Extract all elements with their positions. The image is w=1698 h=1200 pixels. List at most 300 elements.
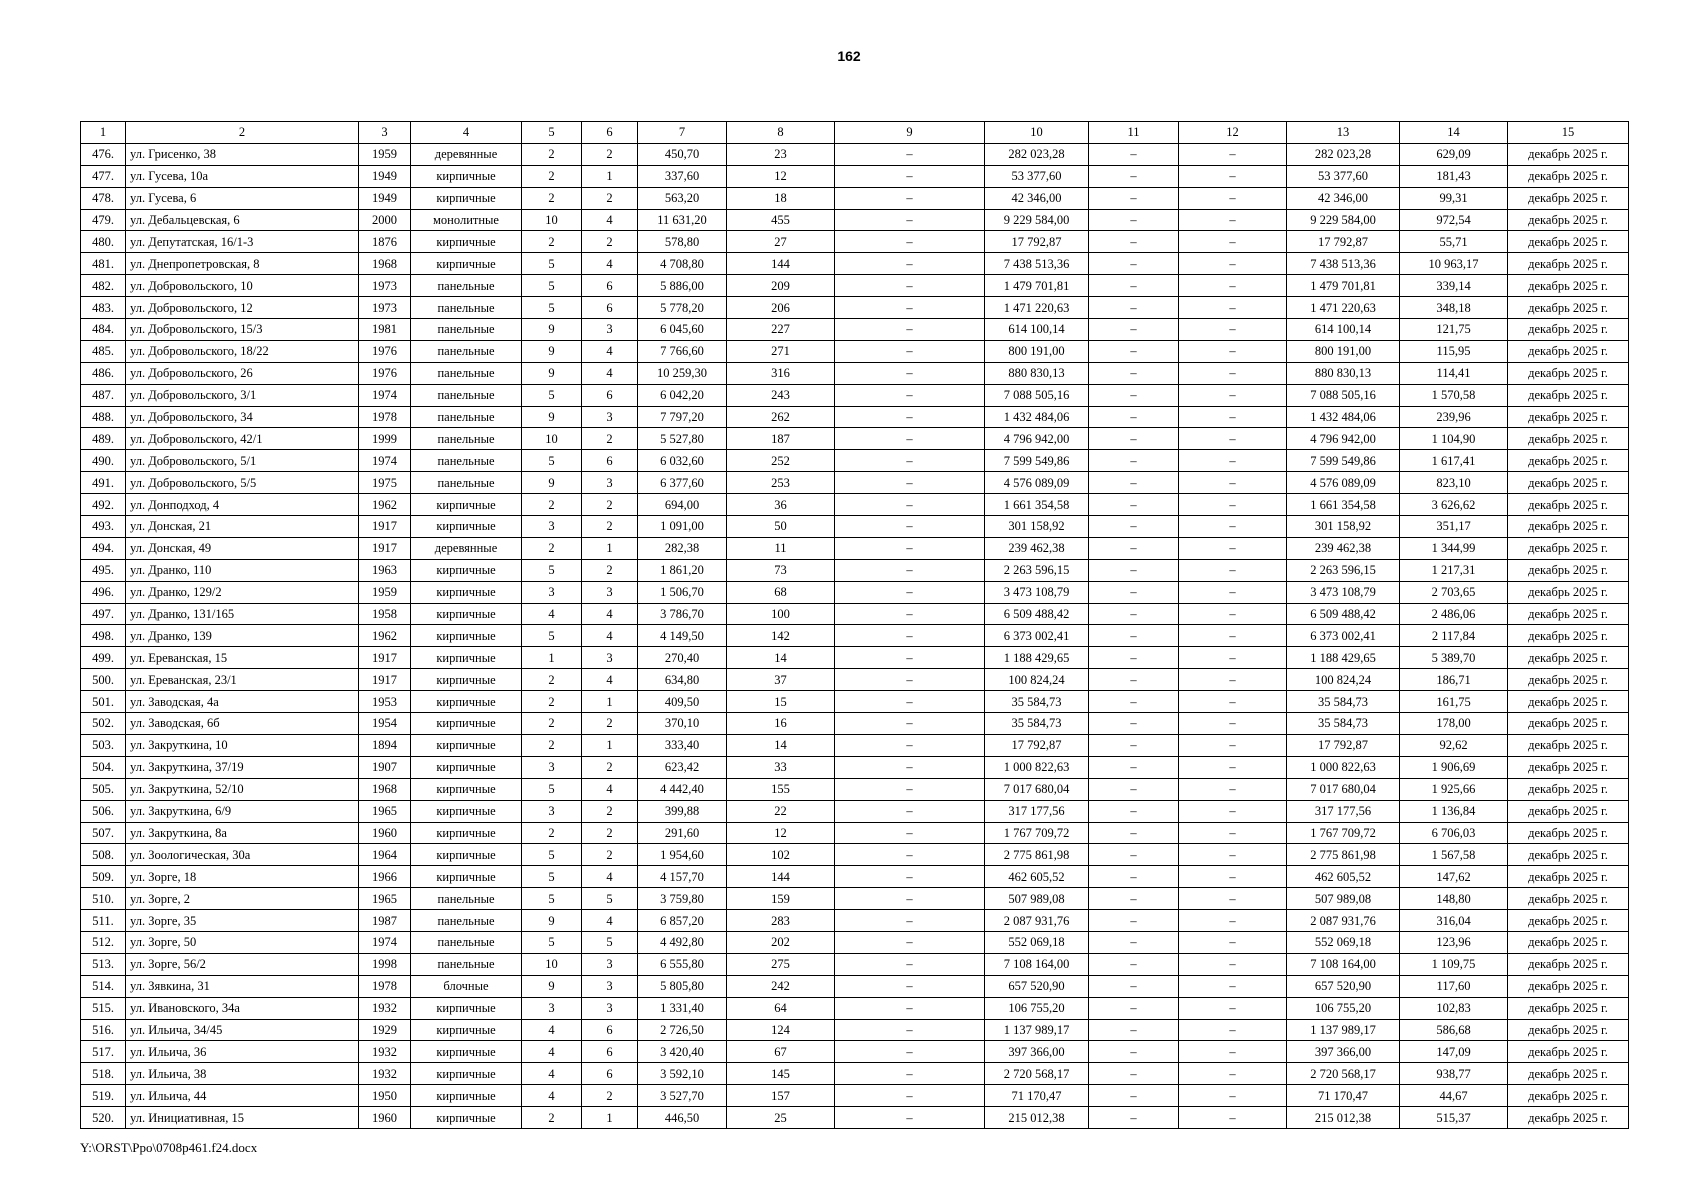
cell-total-cost: 7 599 549,86 xyxy=(1287,450,1400,472)
cell-col-9: – xyxy=(835,778,985,800)
cell-cost: 17 792,87 xyxy=(985,231,1089,253)
cell-col-11: – xyxy=(1089,844,1179,866)
column-header-1: 1 xyxy=(81,122,126,144)
cell-row-number: 487. xyxy=(81,384,126,406)
cell-wall-material: панельные xyxy=(411,450,522,472)
cell-area: 4 492,80 xyxy=(638,931,727,953)
cell-area: 5 778,20 xyxy=(638,297,727,319)
cell-wall-material: кирпичные xyxy=(411,734,522,756)
cell-col-9: – xyxy=(835,822,985,844)
cell-residents: 100 xyxy=(727,603,835,625)
cell-total-cost: 1 767 709,72 xyxy=(1287,822,1400,844)
cell-residents: 22 xyxy=(727,800,835,822)
cell-total-cost: 7 438 513,36 xyxy=(1287,253,1400,275)
cell-cost: 35 584,73 xyxy=(985,713,1089,735)
cell-col-11: – xyxy=(1089,384,1179,406)
cell-per-sqm: 629,09 xyxy=(1400,143,1508,165)
cell-total-cost: 1 432 484,06 xyxy=(1287,406,1400,428)
cell-floors: 9 xyxy=(522,340,582,362)
cell-wall-material: панельные xyxy=(411,297,522,319)
cell-cost: 2 720 568,17 xyxy=(985,1063,1089,1085)
cell-wall-material: кирпичные xyxy=(411,822,522,844)
cell-area: 399,88 xyxy=(638,800,727,822)
cell-per-sqm: 123,96 xyxy=(1400,931,1508,953)
cell-area: 6 857,20 xyxy=(638,910,727,932)
cell-col-11: – xyxy=(1089,428,1179,450)
cell-col-12: – xyxy=(1179,384,1287,406)
cell-entrances: 6 xyxy=(582,450,638,472)
cell-year-built: 1973 xyxy=(359,297,411,319)
cell-floors: 5 xyxy=(522,778,582,800)
cell-residents: 206 xyxy=(727,297,835,319)
cell-entrances: 3 xyxy=(582,997,638,1019)
cell-col-9: – xyxy=(835,625,985,647)
cell-entrances: 3 xyxy=(582,953,638,975)
table-row xyxy=(81,450,1629,472)
cell-col-11: – xyxy=(1089,537,1179,559)
cell-wall-material: панельные xyxy=(411,888,522,910)
cell-address: ул. Добровольского, 34 xyxy=(126,406,359,428)
cell-col-11: – xyxy=(1089,494,1179,516)
cell-area: 3 527,70 xyxy=(638,1085,727,1107)
cell-col-11: – xyxy=(1089,1019,1179,1041)
column-header-9: 9 xyxy=(835,122,985,144)
cell-per-sqm: 147,62 xyxy=(1400,866,1508,888)
cell-deadline: декабрь 2025 г. xyxy=(1508,275,1629,297)
cell-per-sqm: 2 117,84 xyxy=(1400,625,1508,647)
cell-total-cost: 35 584,73 xyxy=(1287,713,1400,735)
table-row xyxy=(81,822,1629,844)
cell-entrances: 2 xyxy=(582,231,638,253)
cell-wall-material: кирпичные xyxy=(411,581,522,603)
cell-address: ул. Ереванская, 23/1 xyxy=(126,669,359,691)
cell-floors: 5 xyxy=(522,931,582,953)
cell-address: ул. Закруткина, 37/19 xyxy=(126,756,359,778)
cell-total-cost: 7 088 505,16 xyxy=(1287,384,1400,406)
cell-cost: 4 576 089,09 xyxy=(985,472,1089,494)
cell-row-number: 492. xyxy=(81,494,126,516)
cell-year-built: 1949 xyxy=(359,187,411,209)
cell-residents: 253 xyxy=(727,472,835,494)
cell-cost: 53 377,60 xyxy=(985,165,1089,187)
cell-residents: 145 xyxy=(727,1063,835,1085)
cell-row-number: 482. xyxy=(81,275,126,297)
cell-year-built: 1978 xyxy=(359,406,411,428)
cell-cost: 42 346,00 xyxy=(985,187,1089,209)
cell-deadline: декабрь 2025 г. xyxy=(1508,603,1629,625)
cell-row-number: 514. xyxy=(81,975,126,997)
cell-address: ул. Добровольского, 12 xyxy=(126,297,359,319)
cell-floors: 4 xyxy=(522,1085,582,1107)
housing-table xyxy=(80,121,1629,1129)
table-row xyxy=(81,384,1629,406)
cell-col-9: – xyxy=(835,472,985,494)
cell-year-built: 1932 xyxy=(359,1041,411,1063)
column-header-5: 5 xyxy=(522,122,582,144)
cell-total-cost: 1 479 701,81 xyxy=(1287,275,1400,297)
cell-residents: 157 xyxy=(727,1085,835,1107)
cell-wall-material: кирпичные xyxy=(411,800,522,822)
cell-col-12: – xyxy=(1179,143,1287,165)
cell-col-9: – xyxy=(835,450,985,472)
cell-year-built: 1929 xyxy=(359,1019,411,1041)
cell-residents: 187 xyxy=(727,428,835,450)
cell-cost: 71 170,47 xyxy=(985,1085,1089,1107)
cell-area: 337,60 xyxy=(638,165,727,187)
cell-row-number: 494. xyxy=(81,537,126,559)
cell-deadline: декабрь 2025 г. xyxy=(1508,778,1629,800)
cell-wall-material: панельные xyxy=(411,319,522,341)
cell-entrances: 2 xyxy=(582,844,638,866)
cell-total-cost: 2 087 931,76 xyxy=(1287,910,1400,932)
cell-entrances: 2 xyxy=(582,559,638,581)
cell-entrances: 2 xyxy=(582,822,638,844)
cell-row-number: 517. xyxy=(81,1041,126,1063)
cell-deadline: декабрь 2025 г. xyxy=(1508,297,1629,319)
cell-wall-material: кирпичные xyxy=(411,165,522,187)
cell-col-12: – xyxy=(1179,713,1287,735)
cell-per-sqm: 1 136,84 xyxy=(1400,800,1508,822)
cell-col-9: – xyxy=(835,581,985,603)
cell-per-sqm: 161,75 xyxy=(1400,691,1508,713)
cell-col-9: – xyxy=(835,384,985,406)
cell-col-12: – xyxy=(1179,975,1287,997)
cell-wall-material: панельные xyxy=(411,406,522,428)
cell-total-cost: 2 263 596,15 xyxy=(1287,559,1400,581)
column-header-11: 11 xyxy=(1089,122,1179,144)
table-row xyxy=(81,253,1629,275)
cell-residents: 202 xyxy=(727,931,835,953)
cell-residents: 15 xyxy=(727,691,835,713)
cell-col-12: – xyxy=(1179,494,1287,516)
cell-col-9: – xyxy=(835,691,985,713)
cell-per-sqm: 10 963,17 xyxy=(1400,253,1508,275)
cell-address: ул. Донская, 49 xyxy=(126,537,359,559)
cell-col-12: – xyxy=(1179,516,1287,538)
cell-deadline: декабрь 2025 г. xyxy=(1508,253,1629,275)
cell-cost: 17 792,87 xyxy=(985,734,1089,756)
cell-col-12: – xyxy=(1179,822,1287,844)
column-header-10: 10 xyxy=(985,122,1089,144)
cell-deadline: декабрь 2025 г. xyxy=(1508,910,1629,932)
table-row xyxy=(81,603,1629,625)
cell-year-built: 1965 xyxy=(359,800,411,822)
cell-cost: 2 087 931,76 xyxy=(985,910,1089,932)
cell-per-sqm: 1 570,58 xyxy=(1400,384,1508,406)
cell-col-11: – xyxy=(1089,406,1179,428)
cell-col-12: – xyxy=(1179,319,1287,341)
cell-residents: 33 xyxy=(727,756,835,778)
cell-wall-material: панельные xyxy=(411,953,522,975)
cell-cost: 4 796 942,00 xyxy=(985,428,1089,450)
cell-col-12: – xyxy=(1179,559,1287,581)
cell-cost: 1 000 822,63 xyxy=(985,756,1089,778)
cell-entrances: 4 xyxy=(582,625,638,647)
cell-total-cost: 1 188 429,65 xyxy=(1287,647,1400,669)
cell-col-11: – xyxy=(1089,165,1179,187)
cell-col-9: – xyxy=(835,231,985,253)
cell-col-11: – xyxy=(1089,669,1179,691)
cell-wall-material: кирпичные xyxy=(411,494,522,516)
cell-col-12: – xyxy=(1179,362,1287,384)
cell-deadline: декабрь 2025 г. xyxy=(1508,384,1629,406)
cell-floors: 2 xyxy=(522,165,582,187)
cell-deadline: декабрь 2025 г. xyxy=(1508,516,1629,538)
cell-wall-material: кирпичные xyxy=(411,1085,522,1107)
cell-area: 11 631,20 xyxy=(638,209,727,231)
cell-residents: 155 xyxy=(727,778,835,800)
cell-cost: 239 462,38 xyxy=(985,537,1089,559)
cell-col-9: – xyxy=(835,713,985,735)
cell-row-number: 506. xyxy=(81,800,126,822)
cell-total-cost: 4 796 942,00 xyxy=(1287,428,1400,450)
cell-col-12: – xyxy=(1179,1085,1287,1107)
cell-floors: 2 xyxy=(522,822,582,844)
cell-cost: 7 438 513,36 xyxy=(985,253,1089,275)
cell-col-9: – xyxy=(835,428,985,450)
cell-col-11: – xyxy=(1089,734,1179,756)
cell-cost: 1 137 989,17 xyxy=(985,1019,1089,1041)
cell-floors: 10 xyxy=(522,209,582,231)
cell-floors: 4 xyxy=(522,1019,582,1041)
cell-address: ул. Грисенко, 38 xyxy=(126,143,359,165)
cell-row-number: 505. xyxy=(81,778,126,800)
cell-cost: 35 584,73 xyxy=(985,691,1089,713)
cell-year-built: 1974 xyxy=(359,450,411,472)
cell-col-9: – xyxy=(835,647,985,669)
cell-col-9: – xyxy=(835,669,985,691)
cell-floors: 9 xyxy=(522,472,582,494)
cell-year-built: 1978 xyxy=(359,975,411,997)
cell-cost: 215 012,38 xyxy=(985,1107,1089,1129)
cell-per-sqm: 178,00 xyxy=(1400,713,1508,735)
cell-address: ул. Донская, 21 xyxy=(126,516,359,538)
cell-col-11: – xyxy=(1089,822,1179,844)
cell-cost: 397 366,00 xyxy=(985,1041,1089,1063)
cell-per-sqm: 44,67 xyxy=(1400,1085,1508,1107)
cell-wall-material: блочные xyxy=(411,975,522,997)
cell-year-built: 1959 xyxy=(359,143,411,165)
cell-wall-material: кирпичные xyxy=(411,756,522,778)
cell-wall-material: панельные xyxy=(411,340,522,362)
cell-wall-material: кирпичные xyxy=(411,516,522,538)
cell-cost: 2 775 861,98 xyxy=(985,844,1089,866)
cell-area: 4 149,50 xyxy=(638,625,727,647)
cell-total-cost: 6 373 002,41 xyxy=(1287,625,1400,647)
cell-address: ул. Ереванская, 15 xyxy=(126,647,359,669)
cell-per-sqm: 55,71 xyxy=(1400,231,1508,253)
cell-col-12: – xyxy=(1179,734,1287,756)
cell-col-12: – xyxy=(1179,997,1287,1019)
cell-col-12: – xyxy=(1179,647,1287,669)
cell-row-number: 493. xyxy=(81,516,126,538)
cell-col-12: – xyxy=(1179,669,1287,691)
cell-cost: 6 373 002,41 xyxy=(985,625,1089,647)
cell-col-12: – xyxy=(1179,888,1287,910)
cell-address: ул. Заводская, 6б xyxy=(126,713,359,735)
cell-per-sqm: 1 344,99 xyxy=(1400,537,1508,559)
cell-per-sqm: 121,75 xyxy=(1400,319,1508,341)
cell-residents: 23 xyxy=(727,143,835,165)
table-row xyxy=(81,559,1629,581)
cell-floors: 3 xyxy=(522,800,582,822)
cell-residents: 16 xyxy=(727,713,835,735)
cell-total-cost: 397 366,00 xyxy=(1287,1041,1400,1063)
cell-area: 5 527,80 xyxy=(638,428,727,450)
cell-cost: 1 479 701,81 xyxy=(985,275,1089,297)
table-row xyxy=(81,362,1629,384)
cell-year-built: 1976 xyxy=(359,362,411,384)
cell-col-12: – xyxy=(1179,209,1287,231)
cell-col-11: – xyxy=(1089,362,1179,384)
cell-col-11: – xyxy=(1089,953,1179,975)
cell-deadline: декабрь 2025 г. xyxy=(1508,472,1629,494)
table-row xyxy=(81,953,1629,975)
cell-entrances: 2 xyxy=(582,187,638,209)
cell-total-cost: 282 023,28 xyxy=(1287,143,1400,165)
cell-floors: 5 xyxy=(522,866,582,888)
cell-col-11: – xyxy=(1089,143,1179,165)
cell-col-12: – xyxy=(1179,1107,1287,1129)
cell-col-11: – xyxy=(1089,603,1179,625)
cell-entrances: 4 xyxy=(582,603,638,625)
column-header-4: 4 xyxy=(411,122,522,144)
cell-deadline: декабрь 2025 г. xyxy=(1508,165,1629,187)
cell-year-built: 1998 xyxy=(359,953,411,975)
cell-entrances: 6 xyxy=(582,1041,638,1063)
cell-per-sqm: 117,60 xyxy=(1400,975,1508,997)
cell-col-12: – xyxy=(1179,866,1287,888)
cell-residents: 159 xyxy=(727,888,835,910)
cell-col-11: – xyxy=(1089,756,1179,778)
cell-total-cost: 106 755,20 xyxy=(1287,997,1400,1019)
cell-area: 10 259,30 xyxy=(638,362,727,384)
cell-per-sqm: 1 217,31 xyxy=(1400,559,1508,581)
column-header-15: 15 xyxy=(1508,122,1629,144)
cell-total-cost: 7 017 680,04 xyxy=(1287,778,1400,800)
cell-col-12: – xyxy=(1179,428,1287,450)
cell-entrances: 4 xyxy=(582,362,638,384)
cell-address: ул. Добровольского, 26 xyxy=(126,362,359,384)
cell-residents: 283 xyxy=(727,910,835,932)
cell-entrances: 2 xyxy=(582,516,638,538)
cell-wall-material: кирпичные xyxy=(411,603,522,625)
cell-year-built: 1907 xyxy=(359,756,411,778)
cell-entrances: 4 xyxy=(582,340,638,362)
cell-year-built: 1932 xyxy=(359,1063,411,1085)
cell-col-11: – xyxy=(1089,450,1179,472)
cell-cost: 614 100,14 xyxy=(985,319,1089,341)
cell-floors: 3 xyxy=(522,516,582,538)
cell-wall-material: деревянные xyxy=(411,143,522,165)
cell-row-number: 483. xyxy=(81,297,126,319)
table-row xyxy=(81,1107,1629,1129)
cell-area: 1 331,40 xyxy=(638,997,727,1019)
cell-area: 6 042,20 xyxy=(638,384,727,406)
cell-total-cost: 4 576 089,09 xyxy=(1287,472,1400,494)
cell-wall-material: панельные xyxy=(411,910,522,932)
cell-area: 2 726,50 xyxy=(638,1019,727,1041)
cell-col-9: – xyxy=(835,340,985,362)
cell-wall-material: кирпичные xyxy=(411,1107,522,1129)
cell-floors: 5 xyxy=(522,275,582,297)
table-row xyxy=(81,1019,1629,1041)
cell-floors: 3 xyxy=(522,581,582,603)
cell-cost: 9 229 584,00 xyxy=(985,209,1089,231)
cell-year-built: 1960 xyxy=(359,822,411,844)
cell-residents: 252 xyxy=(727,450,835,472)
cell-col-11: – xyxy=(1089,275,1179,297)
cell-area: 694,00 xyxy=(638,494,727,516)
cell-total-cost: 7 108 164,00 xyxy=(1287,953,1400,975)
cell-total-cost: 1 471 220,63 xyxy=(1287,297,1400,319)
cell-col-9: – xyxy=(835,537,985,559)
cell-col-9: – xyxy=(835,975,985,997)
table-row xyxy=(81,165,1629,187)
cell-address: ул. Зорге, 56/2 xyxy=(126,953,359,975)
cell-wall-material: панельные xyxy=(411,931,522,953)
cell-year-built: 1974 xyxy=(359,931,411,953)
cell-year-built: 1964 xyxy=(359,844,411,866)
cell-total-cost: 800 191,00 xyxy=(1287,340,1400,362)
cell-floors: 5 xyxy=(522,384,582,406)
cell-year-built: 1894 xyxy=(359,734,411,756)
page-number: 162 xyxy=(837,48,861,64)
cell-year-built: 1974 xyxy=(359,384,411,406)
table-row xyxy=(81,888,1629,910)
cell-col-11: – xyxy=(1089,516,1179,538)
cell-total-cost: 42 346,00 xyxy=(1287,187,1400,209)
cell-total-cost: 317 177,56 xyxy=(1287,800,1400,822)
cell-entrances: 6 xyxy=(582,384,638,406)
cell-cost: 462 605,52 xyxy=(985,866,1089,888)
cell-col-12: – xyxy=(1179,1041,1287,1063)
cell-deadline: декабрь 2025 г. xyxy=(1508,559,1629,581)
cell-col-9: – xyxy=(835,516,985,538)
cell-wall-material: панельные xyxy=(411,362,522,384)
cell-total-cost: 1 137 989,17 xyxy=(1287,1019,1400,1041)
cell-deadline: декабрь 2025 г. xyxy=(1508,734,1629,756)
column-header-12: 12 xyxy=(1179,122,1287,144)
cell-col-9: – xyxy=(835,603,985,625)
cell-col-11: – xyxy=(1089,581,1179,603)
cell-entrances: 6 xyxy=(582,297,638,319)
cell-entrances: 6 xyxy=(582,275,638,297)
cell-col-11: – xyxy=(1089,253,1179,275)
cell-residents: 50 xyxy=(727,516,835,538)
cell-address: ул. Инициативная, 15 xyxy=(126,1107,359,1129)
table-row xyxy=(81,581,1629,603)
cell-address: ул. Добровольского, 5/5 xyxy=(126,472,359,494)
cell-cost: 1 661 354,58 xyxy=(985,494,1089,516)
cell-cost: 6 509 488,42 xyxy=(985,603,1089,625)
table-body xyxy=(81,143,1629,1128)
cell-area: 7 766,60 xyxy=(638,340,727,362)
cell-residents: 37 xyxy=(727,669,835,691)
cell-col-11: – xyxy=(1089,209,1179,231)
cell-cost: 301 158,92 xyxy=(985,516,1089,538)
cell-floors: 4 xyxy=(522,1063,582,1085)
cell-col-12: – xyxy=(1179,953,1287,975)
table-row xyxy=(81,406,1629,428)
cell-col-9: – xyxy=(835,143,985,165)
cell-year-built: 1962 xyxy=(359,494,411,516)
cell-col-9: – xyxy=(835,1063,985,1085)
cell-year-built: 1966 xyxy=(359,866,411,888)
cell-residents: 142 xyxy=(727,625,835,647)
cell-residents: 73 xyxy=(727,559,835,581)
table-row xyxy=(81,494,1629,516)
